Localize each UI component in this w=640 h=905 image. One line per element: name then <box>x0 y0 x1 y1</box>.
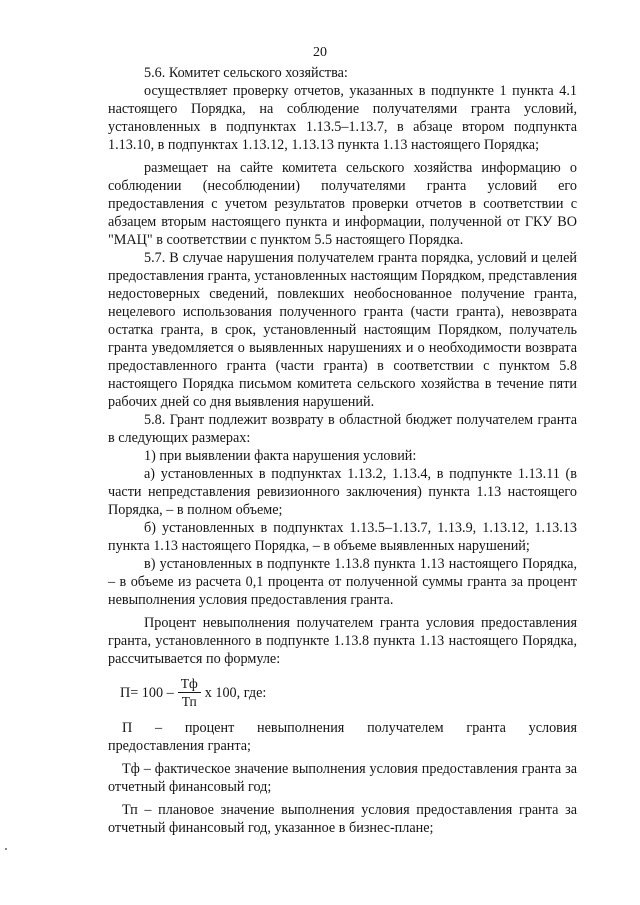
formula <box>120 676 577 709</box>
definition-p-word: получателем <box>367 720 444 736</box>
formula-lhs: П= 100 – <box>120 684 174 701</box>
paragraph-5-8: 5.8. Грант подлежит возврату в областной бюджет получателем гранта в следующих размерах: <box>108 412 577 446</box>
paragraph-5-8-item-v: в) установленных в подпункте 1.13.8 пункта 1.13 настоящего Порядка, – в объеме из расчета 0,1 процента от полученной суммы гранта за процент невыполнения условия предоставления гранта. <box>108 556 577 608</box>
definition-p-word: гранта <box>466 720 506 736</box>
formula-fraction <box>178 676 201 709</box>
formula-rhs: х 100, где: <box>204 684 267 701</box>
definition-p-continuation: предоставления гранта; <box>108 738 251 754</box>
paragraph-percent-formula-intro: Процент невыполнения получателем гранта условия предоставления гранта, установленного в подпункте 1.13.8 пункта 1.13 настоящего Порядка, рассчитывается по формуле: <box>108 615 577 667</box>
definition-p-word: невыполнения <box>257 720 345 736</box>
document-body <box>108 64 577 837</box>
definition-tp: Тп – плановое значение выполнения условия предоставления гранта за отчетный финансовый год, указанное в бизнес-плане; <box>108 802 577 836</box>
formula-numerator: Тф <box>178 676 201 693</box>
scan-speck <box>5 848 7 850</box>
paragraph-5-8-item-1: 1) при выявлении факта нарушения условий: <box>144 448 417 464</box>
paragraph-5-8-item-b: б) установленных в подпунктах 1.13.5–1.13.7, 1.13.9, 1.13.12, 1.13.13 пункта 1.13 настоящего Порядка, – в объеме выявленных нарушений; <box>108 520 577 554</box>
definition-p <box>108 719 577 755</box>
definition-p-dash: – <box>154 720 163 736</box>
definition-p-word: процент <box>184 720 235 736</box>
paragraph-5-7: 5.7. В случае нарушения получателем гранта порядка, условий и целей предоставления гранта, установленных настоящим Порядком, представления недостоверных сведений, повлекших необоснованное получение гранта, нецелевого использования полученного гранта (части гранта), невозврата остатка гранта, в срок, установленный настоящим Порядком, получатель гранта уведомляется о выявленных нарушениях и о необходимости возврата предоставленного гранта (части гранта) в соответствии с пунктом 5.8 настоящего Порядка письмом комитета сельского хозяйства в течение пяти рабочих дней со дня выявления нарушений. <box>108 250 577 410</box>
page-number: 20 <box>313 45 327 60</box>
formula-denominator: Тп <box>181 694 197 709</box>
definition-tf: Тф – фактическое значение выполнения условия предоставления гранта за отчетный финансовый год; <box>108 761 577 795</box>
definition-p-term: П <box>122 720 133 736</box>
definition-p-word: условия <box>528 720 577 736</box>
paragraph-5-8-item-a: а) установленных в подпунктах 1.13.2, 1.13.4, в подпункте 1.13.11 (в части непредставления ревизионного заключения) пункта 1.13 настоящего Порядка, – в полном объеме; <box>108 466 577 518</box>
paragraph-5-6-heading: 5.6. Комитет сельского хозяйства: <box>144 65 348 81</box>
definition-p-line <box>108 719 577 737</box>
paragraph-5-6-publication: размещает на сайте комитета сельского хозяйства информацию о соблюдении (несоблюдении) получателями гранта условий его предоставления с учетом результатов проверки отчетов в соответствии с абзацем вторым настоящего пункта и информации, полученной от ГКУ ВО "МАЦ" в соответствии с пунктом 5.5 настоящего Порядка. <box>108 160 577 248</box>
paragraph-5-6-verification: осуществляет проверку отчетов, указанных в подпункте 1 пункта 4.1 настоящего Порядка, на соблюдение получателями гранта условий, установленных в подпунктах 1.13.5–1.13.7, в абзаце втором подпункта 1.13.10, в подпунктах 1.13.12, 1.13.13 пункта 1.13 настоящего Порядка; <box>108 83 577 153</box>
